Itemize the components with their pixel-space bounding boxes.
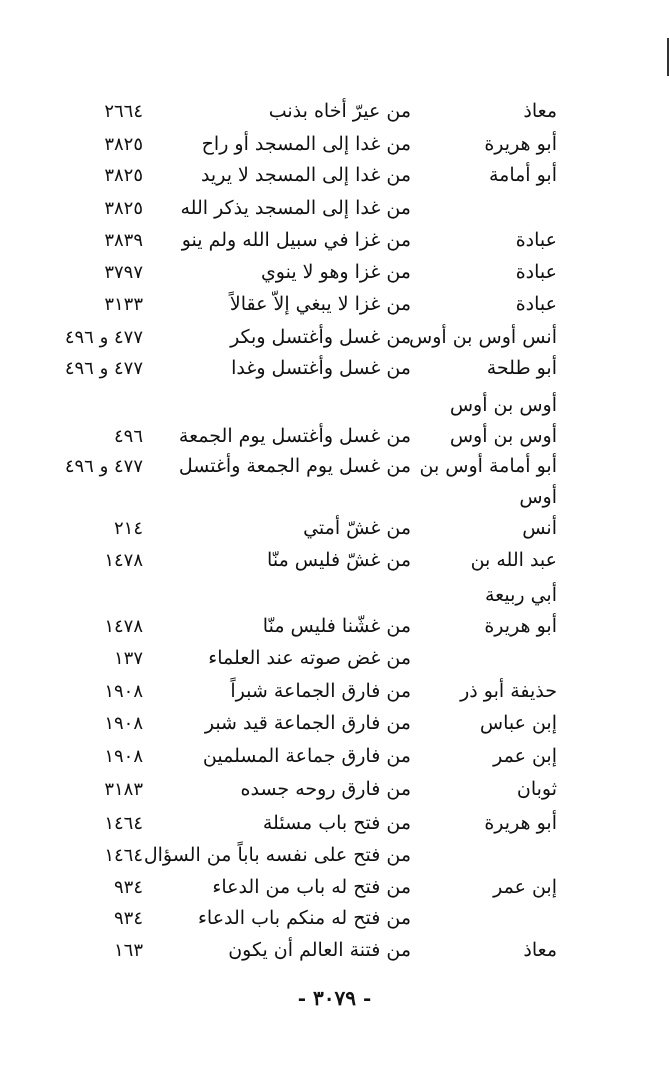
hadith-text: من غسل وأغتسل وبكر xyxy=(230,326,411,348)
hadith-text: من غشّنا فليس منّا xyxy=(262,615,411,637)
index-row xyxy=(0,129,669,160)
index-row xyxy=(0,808,669,839)
reference-number: ٢١٤ xyxy=(113,518,143,539)
reference-number: ٢٦٦٤ xyxy=(104,101,143,122)
hadith-text: من فتح باب مسئلة xyxy=(262,812,411,834)
hadith-text: من غشّ أمتي xyxy=(303,517,411,539)
index-row xyxy=(0,451,669,482)
reference-number: ١٩٠٨ xyxy=(104,681,143,702)
reference-number: ٤٩٦ xyxy=(113,426,143,447)
index-row xyxy=(0,774,669,805)
narrator-name: معاذ xyxy=(523,100,557,122)
narrator-name: أبي ربيعة xyxy=(485,584,557,606)
reference-number: ١٩٠٨ xyxy=(104,713,143,734)
narrator-name: عبادة xyxy=(515,261,557,283)
reference-number: ١٤٧٨ xyxy=(104,550,143,571)
hadith-text: من غشّ فليس منّا xyxy=(267,549,411,571)
page-number: - ٣٠٧٩ - xyxy=(297,986,372,1010)
index-row xyxy=(0,935,669,966)
hadith-text: من غسل وأغتسل وغدا xyxy=(231,357,411,379)
reference-number: ٣٨٢٥ xyxy=(104,134,143,155)
reference-number: ٤٧٧ و ٤٩٦ xyxy=(64,358,143,379)
narrator-name: أوس بن أوس xyxy=(449,394,557,416)
index-row xyxy=(0,390,669,421)
hadith-text: من فتح له منكم باب الدعاء xyxy=(197,907,411,929)
hadith-text: من فتح له باب من الدعاء xyxy=(212,876,411,898)
narrator-name: معاذ xyxy=(523,939,557,961)
hadith-text: من غدا إلى المسجد لا يريد xyxy=(200,164,411,186)
reference-number: ٣٨٢٥ xyxy=(104,198,143,219)
index-row xyxy=(0,840,669,871)
index-row xyxy=(0,193,669,224)
narrator-name: أنس أوس بن أوس xyxy=(409,326,557,348)
narrator-name: حذيفة أبو ذر xyxy=(460,680,557,702)
narrator-name: أنس xyxy=(522,517,557,539)
hadith-text: من فتح على نفسه باباً من السؤال xyxy=(143,844,411,866)
reference-number: ٤٧٧ و ٤٩٦ xyxy=(64,327,143,348)
hadith-text: من غض صوته عند العلماء xyxy=(208,647,411,669)
index-row xyxy=(0,160,669,191)
index-row xyxy=(0,741,669,772)
narrator-name: عبادة xyxy=(515,293,557,315)
reference-number: ٣٧٩٧ xyxy=(104,262,143,283)
hadith-text: من فارق روحه جسده xyxy=(240,778,411,800)
narrator-name: أبو هريرة xyxy=(484,133,557,155)
hadith-text: من فارق الجماعة شبراً xyxy=(230,680,411,702)
index-row xyxy=(0,482,669,513)
narrator-name: إبن عباس xyxy=(479,712,557,734)
index-row xyxy=(0,545,669,576)
narrator-name: إبن عمر xyxy=(493,745,557,767)
reference-number: ١٣٧ xyxy=(113,648,143,669)
index-row xyxy=(0,643,669,674)
hadith-text: من فتنة العالم أن يكون xyxy=(228,939,411,961)
hadith-text: من فارق الجماعة قيد شبر xyxy=(204,712,411,734)
reference-number: ١٩٠٨ xyxy=(104,746,143,767)
index-row xyxy=(0,872,669,903)
reference-number: ٩٣٤ xyxy=(113,908,143,929)
hadith-text: من غسل يوم الجمعة وأغتسل xyxy=(178,455,411,477)
index-row xyxy=(0,580,669,611)
reference-number: ٣٨٢٥ xyxy=(104,165,143,186)
reference-number: ٣١٣٣ xyxy=(104,294,143,315)
index-row xyxy=(0,513,669,544)
index-row xyxy=(0,903,669,934)
reference-number: ١٦٣ xyxy=(113,940,143,961)
hadith-text: من غزا لا يبغي إلاّ عقالاً xyxy=(229,293,411,315)
index-row xyxy=(0,611,669,642)
index-row xyxy=(0,257,669,288)
index-row xyxy=(0,289,669,320)
hadith-text: من غدا إلى المسجد يذكر الله xyxy=(180,197,411,219)
hadith-text: من غزا في سبيل الله ولم ينو xyxy=(181,229,411,251)
hadith-text: من غزا وهو لا ينوي xyxy=(260,261,411,283)
reference-number: ١٤٧٨ xyxy=(104,616,143,637)
narrator-name: إبن عمر xyxy=(493,876,557,898)
index-row xyxy=(0,421,669,452)
narrator-name: أبو أمامة أوس بن xyxy=(419,455,557,477)
reference-number: ٤٧٧ و ٤٩٦ xyxy=(64,456,143,477)
narrator-name: أوس بن أوس xyxy=(449,425,557,447)
narrator-name: أبو هريرة xyxy=(484,812,557,834)
narrator-name: أبو طلحة xyxy=(486,357,557,379)
index-row xyxy=(0,225,669,256)
narrator-name: عبادة xyxy=(515,229,557,251)
index-row xyxy=(0,353,669,384)
index-row xyxy=(0,708,669,739)
hadith-text: من فارق جماعة المسلمين xyxy=(202,745,411,767)
reference-number: ٣١٨٣ xyxy=(104,779,143,800)
index-row xyxy=(0,676,669,707)
hadith-text: من عيرّ أخاه بذنب xyxy=(268,100,411,122)
narrator-name: عبد الله بن xyxy=(470,549,557,571)
reference-number: ٩٣٤ xyxy=(113,877,143,898)
narrator-name: أوس xyxy=(519,486,557,508)
hadith-text: من غدا إلى المسجد أو راح xyxy=(201,133,411,155)
hadith-text: من غسل وأغتسل يوم الجمعة xyxy=(178,425,411,447)
reference-number: ١٤٦٤ xyxy=(104,845,143,866)
reference-number: ٣٨٣٩ xyxy=(104,230,143,251)
reference-number: ١٤٦٤ xyxy=(104,813,143,834)
index-row xyxy=(0,96,669,127)
narrator-name: أبو أمامة xyxy=(488,164,557,186)
narrator-name: ثوبان xyxy=(516,778,557,800)
index-row xyxy=(0,322,669,353)
narrator-name: أبو هريرة xyxy=(484,615,557,637)
